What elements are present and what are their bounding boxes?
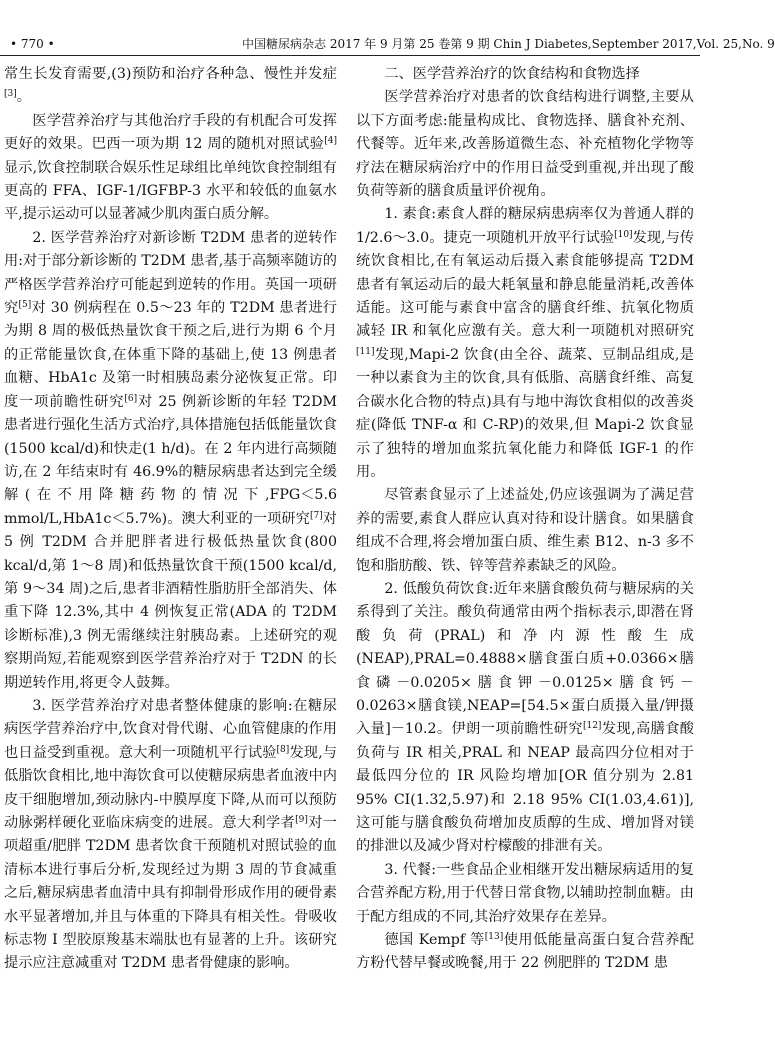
paragraph-text: 医学营养治疗与其他治疗手段的有机配合可发挥更好的效果。巴西一项为期 12 周的随机对照试验 bbox=[4, 112, 337, 153]
paragraph-text: 对 30 例病程在 0.5～23 年的 T2DM 患者进行为期 8 周的极低热量饮食干预之后,进行为期 6 个月的正常能量饮食,在体重下降的基础上,使 13 例患者血糖、HbA1c 及第一时相胰岛素分泌恢复正常。印度一项前瞻性研究 bbox=[4, 300, 337, 410]
paragraph-text: 3. 医学营养治疗对患者整体健康的影响:在糖尿病医学营养治疗中,饮食对骨代谢、心血管健康的作用也日益受到重视。意大利一项随机平行试验 bbox=[4, 697, 337, 761]
paragraph-text: 显示,饮食控制联合娱乐性足球组比单纯饮食控制组有更高的 FFA、IGF-1/IGFBP-3 水平和较低的血氨水平,提示运动可以显著减少肌肉蛋白质分解。 bbox=[4, 159, 337, 223]
paragraph-text: 1. 素食:素食人群的糖尿病患病率仅为普通人群的 1/2.6～3.0。捷克一项随机开放平行试验 bbox=[356, 206, 694, 246]
paragraph-text: 2. 低酸负荷饮食:近年来膳食酸负荷与糖尿病的关系得到了关注。酸负荷通常由两个指标表示,即潜在肾酸负荷(PRAL)和净内源性酸生成(NEAP),PRAL=0.4888×膳食蛋白质+0.0366×膳食磷－0.0205×膳食钾－0.0125×膳食钙－0.0263×膳食镁,NEAP=[54.5×蛋白质摄入量/钾摄入量]－10.2。伊朗一项前瞻性研究 bbox=[356, 580, 694, 738]
citation-ref: [10] bbox=[614, 229, 633, 240]
paragraph-text: 。 bbox=[16, 89, 31, 106]
citation-ref: [8] bbox=[276, 744, 290, 755]
citation-ref: [5] bbox=[18, 300, 32, 311]
citation-ref: [13] bbox=[484, 932, 504, 943]
paragraph-text: 3. 代餐:一些食品企业相继开发出糖尿病适用的复合营养配方粉,用于代替日常食物,以辅助控制血糖。由于配方组成的不同,其治疗效果存在差异。 bbox=[356, 861, 694, 925]
paragraph-text: 对 5 例 T2DM 合并肥胖者进行极低热量饮食(800 kcal/d,第 1～8 周)和低热量饮食干预(1500 kcal/d,第 9～34 周)之后,患者非酒精性脂肪肝全部消失、体重下降 12.3%,其中 4 例恢复正常(ADA 的 T2DM 诊断标准),3 例无需继续注射胰岛素。上述研究的观察期尚短,若能观察到医学营养治疗对于 T2DN 的长期逆转作用,将更令人鼓舞。 bbox=[4, 510, 337, 691]
paragraph-text: 发现,Mapi-2 饮食(由全谷、蔬菜、豆制品组成,是一种以素食为主的饮食,具有低脂、高膳食纤维、高复合碳水化合物的特点)具有与地中海饮食相似的改善炎症(降低 TNF-α 和 C-RP)的效果,但 Mapi-2 饮食显示了独特的增加血浆抗氧化能力和降低 IGF-1 的作用。 bbox=[356, 346, 694, 480]
body-paragraph bbox=[356, 859, 694, 929]
paragraph-text: 发现,高膳食酸负荷与 IR 相关,PRAL 和 NEAP 最高四分位相对于最低四分位的 IR 风险均增加[OR 值分别为 2.81 95% CI(1.32,5.97)和 2.18 95% CI(1.03,4.61)],这可能与膳食酸负荷增加皮质醇的生成、增加肾对镁的排泄以及减少肾对柠檬酸的排泄有关。 bbox=[356, 721, 694, 855]
paragraph-text: 二、医学营养治疗的饮食结构和食物选择 bbox=[384, 66, 640, 82]
paragraph-text: 德国 Kempf 等 bbox=[384, 932, 485, 949]
paragraph-text: 对一项超重/肥胖 T2DM 患者饮食干预随机对照试验的血清标本进行事后分析,发现经过为期 3 周的节食减重之后,糖尿病患者血清中具有抑制骨形成作用的硬骨素水平显著增加,并且与体重的下降具有相关性。骨吸收标志物 I 型胶原羧基末端肽也有显著的上升。该研究提示应注意减重对 T2DM 患者骨健康的影响。 bbox=[4, 815, 337, 972]
paragraph-text: 医学营养治疗对患者的饮食结构进行调整,主要从以下方面考虑:能量构成比、食物选择、膳食补充剂、代餐等。近年来,改善肠道微生态、补充植物化学物等疗法在糖尿病治疗中的作用日益受到重视,并出现了酸负荷等新的膳食质量评价视角。 bbox=[356, 89, 694, 200]
header-rule bbox=[0, 55, 700, 56]
body-paragraph bbox=[356, 484, 694, 578]
paragraph-text: 常生长发育需要,(3)预防和治疗各种急、慢性并发症 bbox=[4, 66, 337, 82]
left-column bbox=[4, 63, 337, 976]
body-paragraph bbox=[356, 929, 694, 976]
body-paragraph bbox=[4, 110, 337, 227]
body-paragraph bbox=[356, 86, 694, 203]
citation-ref: [7] bbox=[309, 510, 323, 521]
body-paragraph bbox=[356, 578, 694, 859]
body-paragraph bbox=[4, 63, 337, 110]
citation-ref: [4] bbox=[324, 136, 337, 147]
page-header bbox=[0, 32, 775, 56]
citation-ref: [11] bbox=[356, 346, 375, 357]
page-number: • 770 • bbox=[10, 37, 55, 51]
section-heading bbox=[356, 63, 694, 86]
paragraph-text: 对 25 例新诊断的年轻 T2DM 患者进行强化生活方式治疗,具体措施包括低能量饮食(1500 kcal/d)和快走(1 h/d)。在 2 年内进行高频随访,在 2 年结束时有 46.9%的糖尿病患者达到完全缓解(在不用降糖药物的情况下,FPG＜5.6 mmol/L,HbA1c＜5.7%)。澳大利亚的一项研究 bbox=[4, 393, 337, 527]
citation-ref: [3] bbox=[4, 89, 17, 100]
citation-ref: [12] bbox=[582, 721, 602, 732]
citation-ref: [6] bbox=[124, 393, 138, 404]
citation-ref: [9] bbox=[295, 815, 308, 825]
paragraph-text: 发现,与低脂饮食相比,地中海饮食可以使糖尿病患者血液中内皮干细胞增加,颈动脉内-中膜厚度下降,从而可以预防动脉粥样硬化亚临床病变的进展。意大利学者 bbox=[4, 744, 337, 831]
paragraph-text: 2. 医学营养治疗对新诊断 T2DM 患者的逆转作用:对于部分新诊断的 T2DM 患者,基于高频率随访的严格医学营养治疗可能起到逆转的作用。英国一项研究 bbox=[4, 229, 337, 317]
paragraph-text: 使用低能量高蛋白复合营养配方粉代替早餐或晚餐,用于 22 例肥胖的 T2DM 患 bbox=[356, 932, 694, 972]
right-column bbox=[356, 63, 694, 976]
paragraph-text: 尽管素食显示了上述益处,仍应该强调为了满足营养的需要,素食人群应认真对待和设计膳食。如果膳食组成不合理,将会增加蛋白质、维生素 B12、n-3 多不饱和脂肪酸、铁、锌等营养素缺乏的风险。 bbox=[356, 487, 694, 574]
body-paragraph bbox=[4, 227, 337, 695]
paragraph-text: 发现,与传统饮食相比,在有氧运动后摄入素食能够提高 T2DM 患者有氧运动后的最大耗氧量和静息能量消耗,改善体适能。这可能与素食中富含的膳食纤维、抗氧化物质减轻 IR 和氧化应激有关。意大利一项随机对照研究 bbox=[356, 229, 695, 340]
body-paragraph bbox=[356, 203, 694, 484]
journal-running-title: 中国糖尿病杂志 2017 年 9 月第 25 卷第 9 期 Chin J Diabetes,September 2017,Vol. 25,No. 9 bbox=[242, 37, 775, 51]
body-paragraph bbox=[4, 695, 337, 976]
